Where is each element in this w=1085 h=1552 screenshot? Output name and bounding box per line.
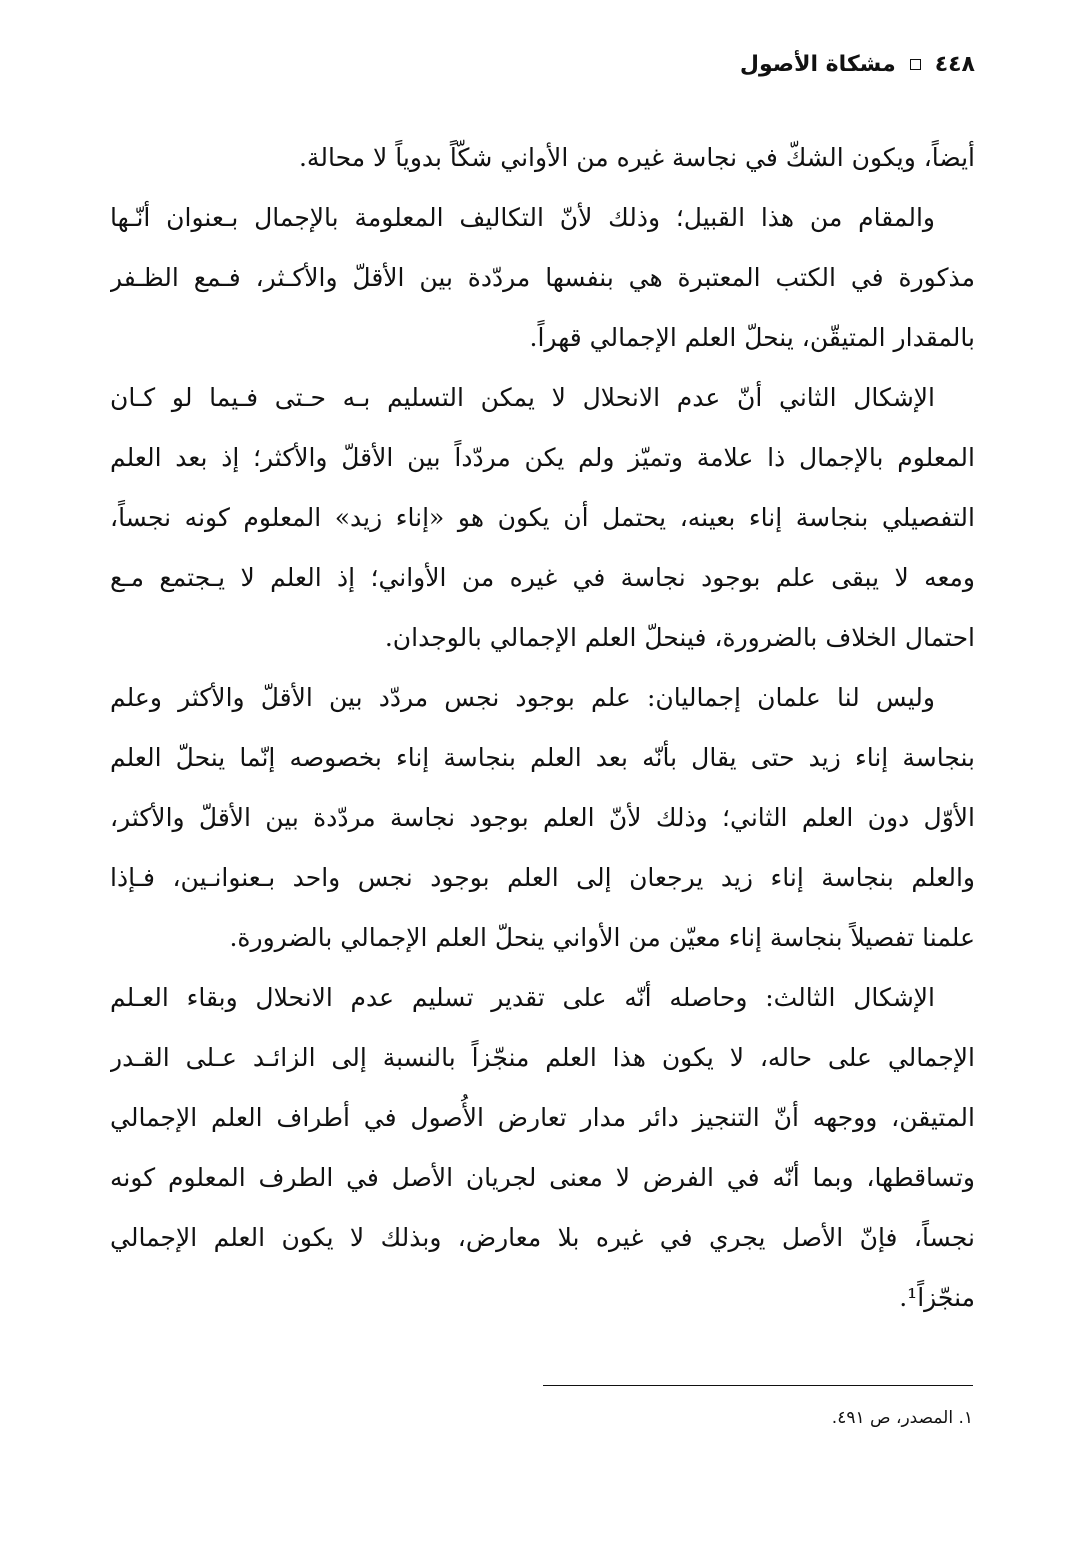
text-line: المتيقن، ووجهه أنّ التنجيز دائر مدار تعارض الأُصول في أطراف العلم الإجمالي [110, 1103, 975, 1132]
text-line: علمنا تفصيلاً بنجاسة إناء معيّن من الأواني ينحلّ العلم الإجمالي بالضرورة. [229, 923, 975, 952]
text-line: التفصيلي بنجاسة إناء بعينه، يحتمل أن يكون هو «إناء زيد» المعلوم كونه نجساً، [110, 503, 975, 532]
text-line: والمقام من هذا القبيل؛ وذلك لأنّ التكاليف المعلومة بالإجمال بـعنوان أنّـها [110, 203, 935, 232]
text-line: ومعه لا يبقى علم بوجود نجاسة في غيره من الأواني؛ إذ العلم لا يـجتمع مـع [110, 563, 975, 592]
text-line: منجّزاً¹. [899, 1283, 975, 1312]
running-header [740, 52, 975, 77]
text-line: بالمقدار المتيقّن، ينحلّ العلم الإجمالي قهراً. [529, 323, 975, 352]
text-line: الأوّل دون العلم الثاني؛ وذلك لأنّ العلم بوجود نجاسة مردّدة بين الأقلّ والأكثر، [110, 803, 975, 832]
text-line: نجساً، فإنّ الأصل يجري في غيره بلا معارض، وبذلك لا يكون العلم الإجمالي [110, 1223, 975, 1252]
text-line: احتمال الخلاف بالضرورة، فينحلّ العلم الإجمالي بالوجدان. [384, 623, 975, 652]
text-line: المعلوم بالإجمال ذا علامة وتميّز ولم يكن مردّداً بين الأقلّ والأكثر؛ إذ بعد العلم [110, 443, 975, 472]
separator-square-icon [910, 59, 921, 70]
body-text [110, 128, 975, 1328]
book-title: مشكاة الأصول [739, 52, 896, 77]
text-line: أيضاً، ويكون الشكّ في نجاسة غيره من الأواني شكّاً بدوياً لا محالة. [298, 143, 975, 172]
footnote-divider [543, 1385, 973, 1386]
text-line: الإشكال الثاني أنّ عدم الانحلال لا يمكن التسليم بـه حـتى فـيما لو كـان [110, 383, 935, 412]
footnote: ١. المصدر، ص ٤٩١. [831, 1408, 973, 1428]
text-line: والعلم بنجاسة إناء زيد يرجعان إلى العلم بوجود نجس واحد بـعنوانـين، فـإذا [110, 863, 975, 892]
text-line: وتساقطها، وبما أنّه في الفرض لا معنى لجريان الأصل في الطرف المعلوم كونه [110, 1163, 975, 1192]
text-line: مذكورة في الكتب المعتبرة هي بنفسها مردّدة بين الأقلّ والأكـثر، فـمع الظـفر [110, 263, 975, 292]
text-line: الإجمالي على حاله، لا يكون هذا العلم منجّزاً بالنسبة إلى الزائـد عـلى القـدر [110, 1043, 975, 1072]
page-number: ٤٤٨ [934, 52, 975, 77]
text-line: بنجاسة إناء زيد حتى يقال بأنّه بعد العلم بنجاسة إناء بخصوصه إنّما ينحلّ العلم [110, 743, 975, 772]
text-line: الإشكال الثالث: وحاصله أنّه على تقدير تسليم عدم الانحلال وبقاء العـلم [110, 983, 935, 1012]
text-line: وليس لنا علمان إجماليان: علم بوجود نجس مردّد بين الأقلّ والأكثر وعلم [110, 683, 935, 712]
